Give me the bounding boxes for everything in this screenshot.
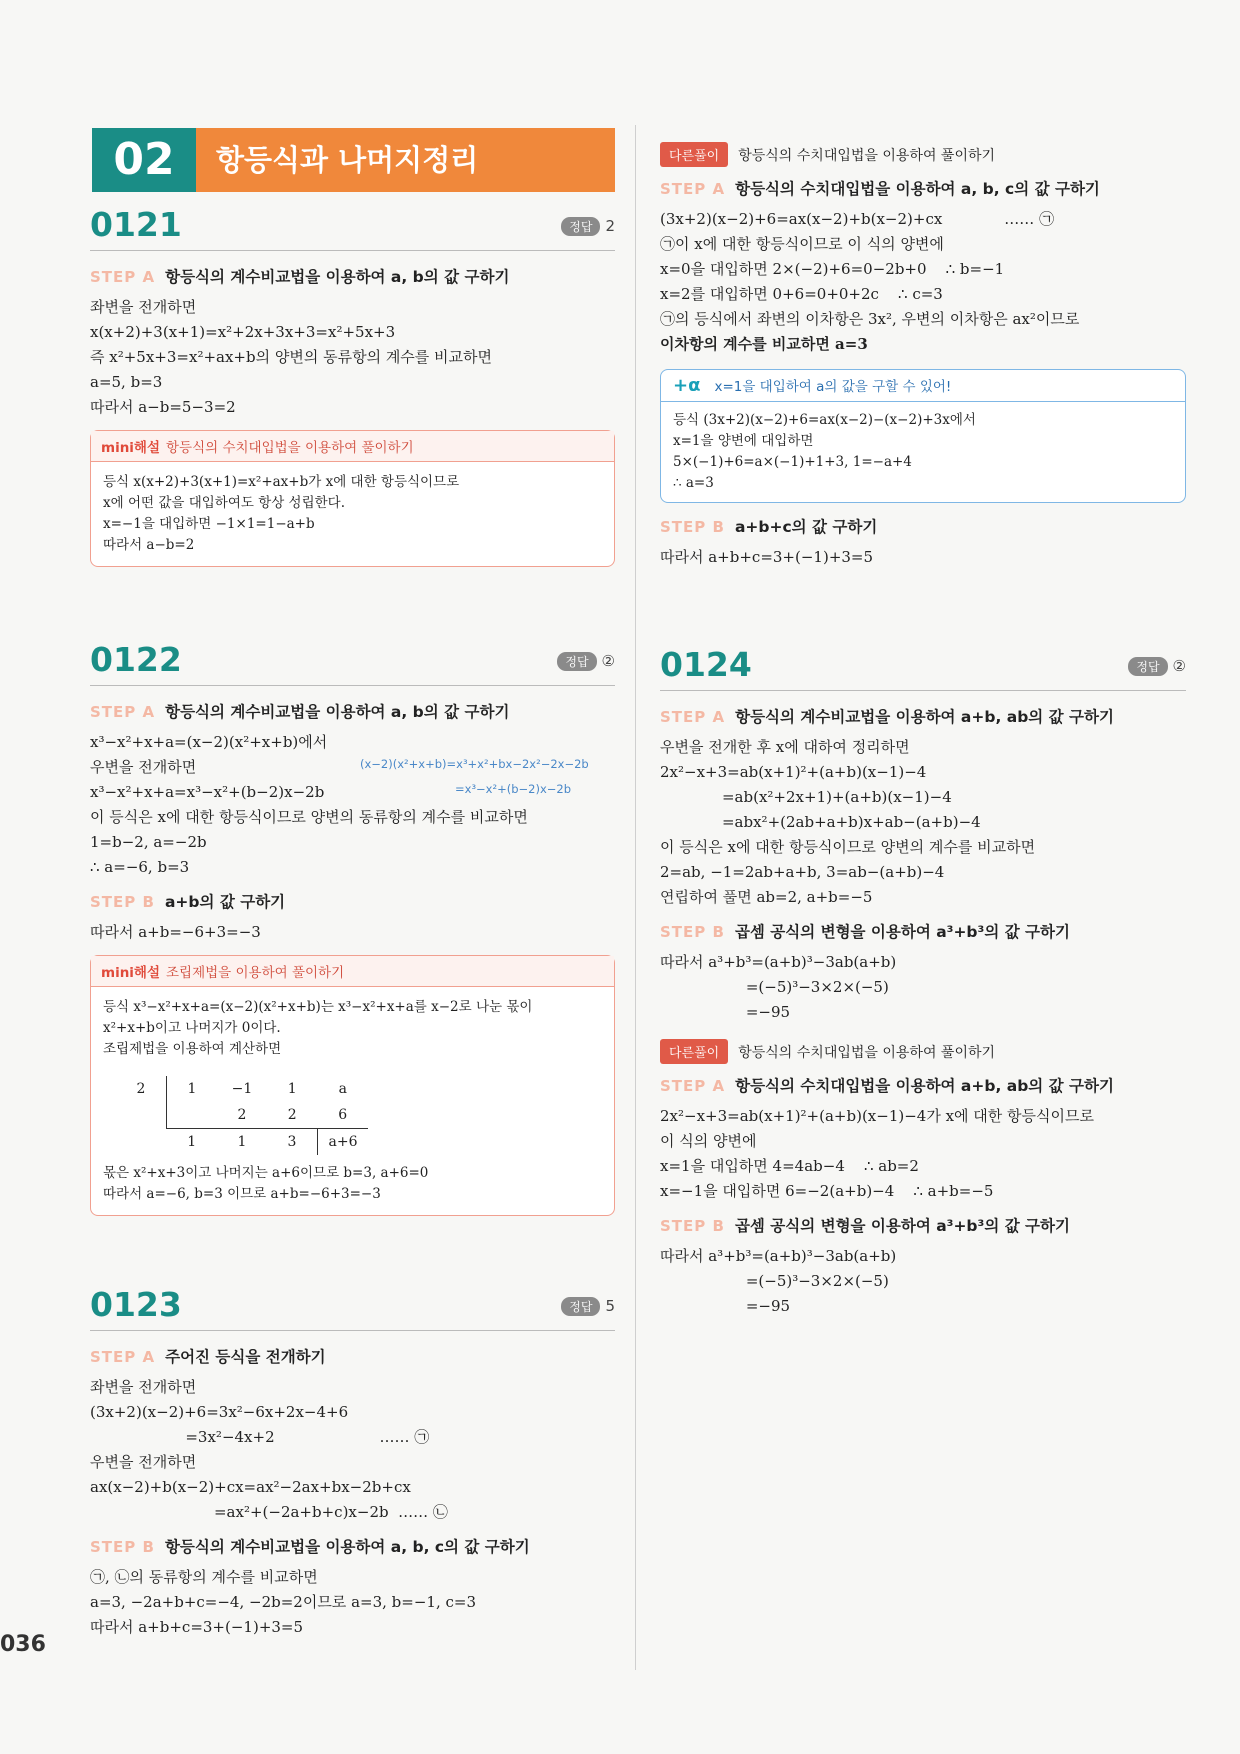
mini-body: 등식 x(x+2)+3(x+1)=x²+ax+b가 x에 대한 항등식이므로 x에 어떤 값을 대입하여도 항상 성립한다. x=−1을 대입하면 −1×1=1−a+b 따라서 a−b=2 [103,474,460,553]
step-title: a+b+c의 값 구하기 [734,518,878,536]
mini-explanation-box [90,955,615,1216]
step-title: 곱셈 공식의 변형을 이용하여 a³+b³의 값 구하기 [734,1217,1070,1235]
answer-tag: 정답 [557,652,596,671]
solution-line: 즉 x²+5x+3=x²+ax+b의 양변의 동류항의 계수를 비교하면 [90,348,493,366]
problem-0123 [90,1285,615,1640]
solution-line: 2x²−x+3=ab(x+1)²+(a+b)(x−1)−4 [660,763,927,781]
divider [90,685,615,686]
step-title: 항등식의 계수비교법을 이용하여 a, b의 값 구하기 [165,703,510,721]
step-b-heading [660,920,1186,942]
plus-alpha-tip-box [660,369,1186,503]
solution-line: 우변을 전개한 후 x에 대하여 정리하면 [660,738,910,756]
solution-line: 따라서 a³+b³=(a+b)³−3ab(a+b) [660,953,897,971]
answer-box [1128,657,1186,676]
step-title: 항등식의 계수비교법을 이용하여 a, b, c의 값 구하기 [164,1538,530,1556]
alt-solution-0123 [660,138,1186,570]
step-label: STEP B [660,923,725,941]
solution-line: 이 식의 양변에 [660,1132,757,1150]
solution-line: 따라서 a+b+c=3+(−1)+3=5 [660,548,874,566]
alt-title: 항등식의 수치대입법을 이용하여 풀이하기 [738,148,996,164]
answer-tag: 정답 [561,1297,600,1316]
solution-line: x³−x²+x+a=x³−x²+(b−2)x−2b [90,783,325,801]
step-label: STEP A [90,1348,156,1366]
solution-line: x=−1을 대입하면 6=−2(a+b)−4 ∴ a+b=−5 [660,1182,994,1200]
solution-line: x=2를 대입하면 0+6=0+0+2c ∴ c=3 [660,285,943,303]
mini-header [91,431,614,462]
chapter-banner [92,128,615,192]
step-label: STEP B [660,518,725,536]
alt-header [660,142,1186,167]
solution-line: ㉠의 등식에서 좌변의 이차항은 3x², 우변의 이차항은 ax²이므로 [660,310,1080,328]
solution-line: ㉠, ㉡의 동류항의 계수를 비교하면 [90,1568,318,1586]
solution-line: 따라서 a³+b³=(a+b)³−3ab(a+b) [660,1247,897,1265]
divider [660,690,1186,691]
problem-number: 0123 [90,1285,182,1324]
step-title: 항등식의 계수비교법을 이용하여 a, b의 값 구하기 [165,268,510,286]
solution-line: 2=ab, −1=2ab+a+b, 3=ab−(a+b)−4 [660,863,945,881]
step-label: STEP A [660,708,726,726]
divider [90,250,615,251]
solution-line: 따라서 a+b+c=3+(−1)+3=5 [90,1618,304,1636]
step-b-heading [90,1535,615,1557]
chapter-title: 항등식과 나머지정리 [216,143,479,177]
step-label: STEP B [90,893,155,911]
solution-line: x=1을 대입하면 4=4ab−4 ∴ ab=2 [660,1157,919,1175]
answer-value: 2 [605,217,615,235]
tip-body: 등식 (3x+2)(x−2)+6=ax(x−2)−(x−2)+3x에서 x=1을 양변에 대입하면 5×(−1)+6=a×(−1)+1+3, 1=−a+4 ∴ a=3 [673,412,976,491]
solution-line: x³−x²+x+a=(x−2)(x²+x+b)에서 [90,733,328,751]
solution-line: ax(x−2)+b(x−2)+cx=ax²−2ax+bx−2b+cx [90,1478,411,1496]
alt-title: 항등식의 수치대입법을 이용하여 풀이하기 [738,1045,996,1061]
answer-box [561,217,615,236]
step-label: STEP A [660,180,726,198]
syn-cell: 2 [116,1076,167,1102]
step-label: STEP B [660,1217,725,1235]
syn-cell: 2 [217,1102,267,1129]
solution-line: 2x²−x+3=ab(x+1)²+(a+b)(x−1)−4가 x에 대한 항등식이므로 [660,1107,1094,1125]
solution-line: ∴ a=−6, b=3 [90,858,190,876]
mini-title: 조립제법을 이용하여 풀이하기 [166,965,345,981]
solution-line: (3x+2)(x−2)+6=ax(x−2)+b(x−2)+cx …… ㉠ [660,210,1055,228]
syn-cell: a [338,1081,347,1097]
step-title: 주어진 등식을 전개하기 [165,1348,326,1366]
solution-line: 우변을 전개하면 [90,1453,197,1471]
solution-line: =ax²+(−2a+b+c)x−2b …… ㉡ [90,1503,448,1521]
step-a-heading [660,1074,1186,1096]
step-label: STEP B [90,1538,155,1556]
answer-value: ② [601,652,615,670]
step-title: 항등식의 계수비교법을 이용하여 a+b, ab의 값 구하기 [735,708,1114,726]
expansion-note: =x³−x²+(b−2)x−2b [455,782,572,796]
solution-line: 따라서 a+b=−6+3=−3 [90,923,261,941]
answer-tag: 정답 [1128,657,1167,676]
step-title: 항등식의 수치대입법을 이용하여 a, b, c의 값 구하기 [735,180,1100,198]
solution-line: =(−5)³−3×2×(−5) [660,1272,889,1290]
problem-0124 [660,645,1186,1319]
solution-line: =abx²+(2ab+a+b)x+ab−(a+b)−4 [660,813,981,831]
answer-box [557,652,615,671]
step-b-heading [660,515,1186,537]
mini-explanation-box [90,430,615,567]
syn-cell: 1 [237,1134,247,1150]
solution-line: =−95 [660,1297,791,1315]
chapter-number: 02 [92,128,196,192]
syn-cell: 1 [187,1134,197,1150]
problem-0122 [90,640,615,1226]
alt-tag: 다른풀이 [660,142,728,167]
solution-line: 좌변을 전개하면 [90,1378,197,1396]
alt-tag: 다른풀이 [660,1039,728,1064]
column-divider [635,125,636,1670]
step-label: STEP A [90,268,156,286]
mini-body: 몫은 x²+x+3이고 나머지는 a+6이므로 b=3, a+6=0 따라서 a=−6, b=3 이므로 a+b=−6+3=−3 [103,1165,429,1202]
syn-cell: 2 [267,1102,318,1129]
solution-line: =−95 [660,1003,791,1021]
answer-tag: 정답 [561,217,600,236]
solution-line: =3x²−4x+2 …… ㉠ [90,1428,430,1446]
problem-number: 0121 [90,205,182,244]
alt-header [660,1039,1186,1064]
mini-tag: mini해설 [101,965,161,981]
step-b-heading [90,890,615,912]
step-a-heading [660,705,1186,727]
solution-line: ㉠이 x에 대한 항등식이므로 이 식의 양변에 [660,235,944,253]
mini-body: 등식 x³−x²+x+a=(x−2)(x²+x+b)는 x³−x²+x+a를 x−2로 나눈 몫이 x²+x+b이고 나머지가 0이다. 조립제법을 이용하여 계산하면 [103,999,533,1057]
step-label: STEP A [660,1077,726,1095]
syn-cell: 1 [187,1081,197,1097]
solution-line: 연립하여 풀면 ab=2, a+b=−5 [660,888,873,906]
solution-line: a=5, b=3 [90,373,163,391]
step-a-heading [90,1345,615,1367]
problem-number: 0124 [660,645,752,684]
tip-header [661,370,1185,402]
solution-line: 이 등식은 x에 대한 항등식이므로 양변의 동류항의 계수를 비교하면 [90,808,528,826]
syn-cell: 1 [287,1081,297,1097]
step-title: 항등식의 수치대입법을 이용하여 a+b, ab의 값 구하기 [735,1077,1114,1095]
expansion-note: (x−2)(x²+x+b)=x³+x²+bx−2x²−2x−2b [360,757,589,771]
syn-cell: −1 [231,1081,253,1097]
step-a-heading [660,177,1186,199]
solution-line: x(x+2)+3(x+1)=x²+2x+3x+3=x²+5x+3 [90,323,396,341]
syn-cell [116,1129,167,1156]
mini-tag: mini해설 [101,440,161,456]
step-title: 곱셈 공식의 변형을 이용하여 a³+b³의 값 구하기 [734,923,1070,941]
step-a-heading [90,265,615,287]
step-b-heading [660,1214,1186,1236]
answer-value: ② [1172,657,1186,675]
solution-line: 좌변을 전개하면 [90,298,197,316]
syn-cell [167,1102,218,1129]
page-number: 036 [0,1632,46,1657]
divider [90,1330,615,1331]
synthetic-division-table [116,1076,368,1155]
solution-line: =ab(x²+2x+1)+(a+b)(x−1)−4 [660,788,952,806]
solution-line: 이 등식은 x에 대한 항등식이므로 양변의 계수를 비교하면 [660,838,1036,856]
syn-cell [116,1102,167,1129]
solution-line: 따라서 a−b=5−3=2 [90,398,236,416]
solution-line: 이차항의 계수를 비교하면 a=3 [660,335,868,353]
mini-header [91,956,614,987]
solution-line: =(−5)³−3×2×(−5) [660,978,889,996]
solution-line: x=0을 대입하면 2×(−2)+6=0−2b+0 ∴ b=−1 [660,260,1005,278]
solution-line: 1=b−2, a=−2b [90,833,207,851]
syn-cell: a+6 [318,1129,369,1156]
tip-tag: +α [673,375,701,396]
step-a-heading [90,700,615,722]
solution-line: 우변을 전개하면 [90,758,197,776]
answer-value: 5 [605,1297,615,1315]
problem-0121 [90,205,615,577]
tip-title: x=1을 대입하여 a의 값을 구할 수 있어! [714,379,952,395]
solution-line: a=3, −2a+b+c=−4, −2b=2이므로 a=3, b=−1, c=3 [90,1593,476,1611]
step-label: STEP A [90,703,156,721]
mini-title: 항등식의 수치대입법을 이용하여 풀이하기 [166,440,414,456]
solution-line: (3x+2)(x−2)+6=3x²−6x+2x−4+6 [90,1403,349,1421]
step-title: a+b의 값 구하기 [164,893,286,911]
problem-number: 0122 [90,640,182,679]
syn-cell: 6 [318,1102,369,1129]
syn-cell: 3 [287,1134,297,1150]
answer-box [561,1297,615,1316]
